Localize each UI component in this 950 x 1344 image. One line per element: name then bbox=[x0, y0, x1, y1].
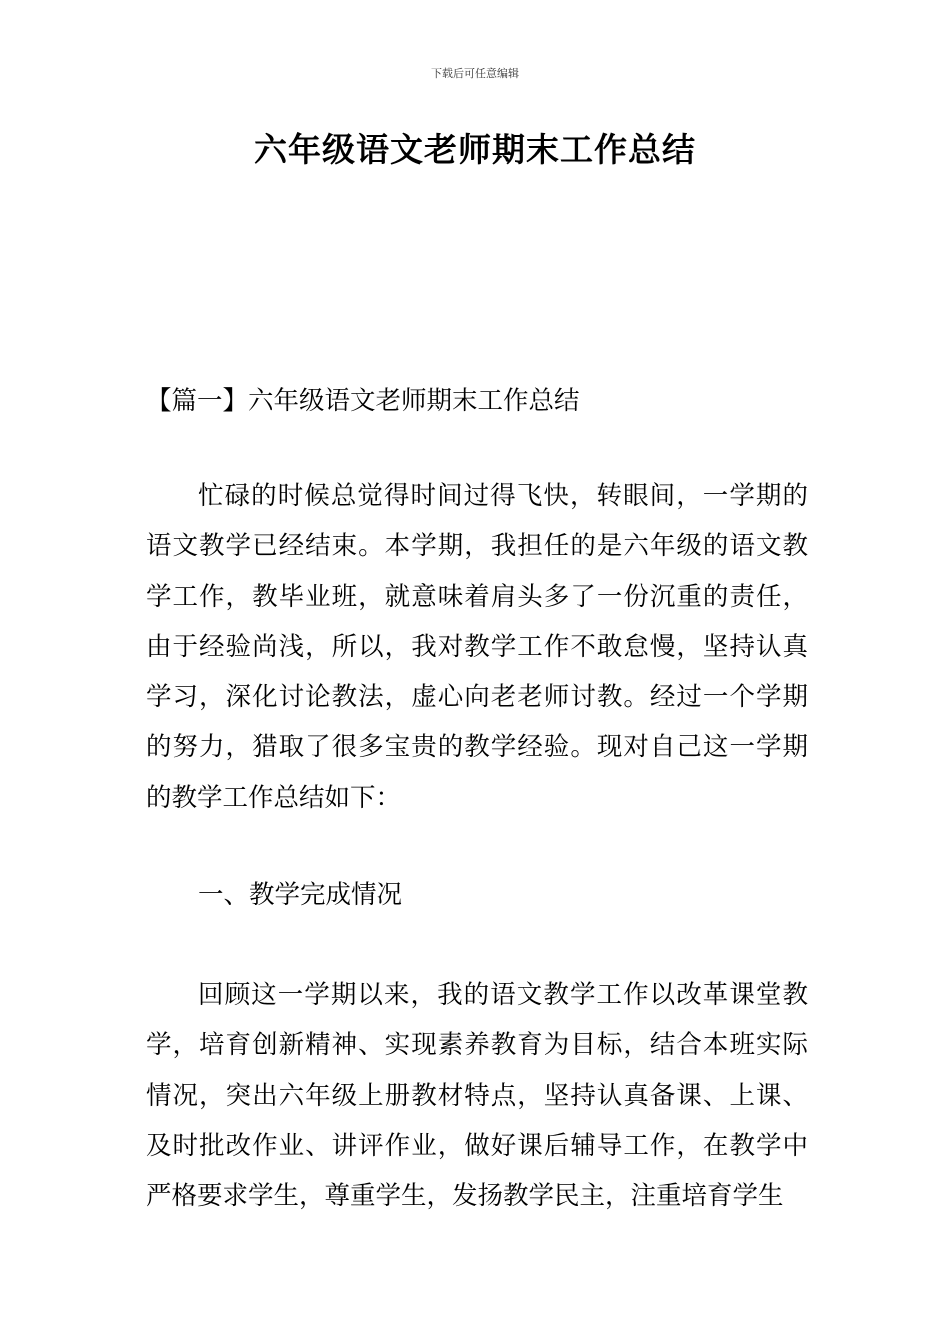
header-note: 下载后可任意编辑 bbox=[431, 67, 519, 80]
paragraph-review: 回顾这一学期以来，我的语文教学工作以改革课堂教学，培育创新精神、实现素养教育为目标，结合本班实际情况，突出六年级上册教材特点，坚持认真备课、上课、及时批改作业、讲评作业，做好课后辅导工作，在教学中严格要求学生，尊重学生，发扬教学民主，注重培育学生 bbox=[146, 980, 808, 1212]
paragraph-intro: 忙碌的时候总觉得时间过得飞快，转眼间，一学期的语文教学已经结束。本学期，我担任的是六年级的语文教学工作，教毕业班，就意味着肩头多了一份沉重的责任，由于经验尚浅，所以，我对教学工作不敢怠慢，坚持认真学习，深化讨论教法，虚心向老老师讨教。经过一个学期的努力，猎取了很多宝贵的教学经验。现对自己这一学期的教学工作总结如下： bbox=[146, 481, 808, 813]
section-label: 【篇一】六年级语文老师期末工作总结 bbox=[146, 386, 580, 416]
sub-heading-teaching-completion: 一、教学完成情况 bbox=[198, 880, 403, 910]
document-title: 六年级语文老师期末工作总结 bbox=[254, 130, 696, 169]
